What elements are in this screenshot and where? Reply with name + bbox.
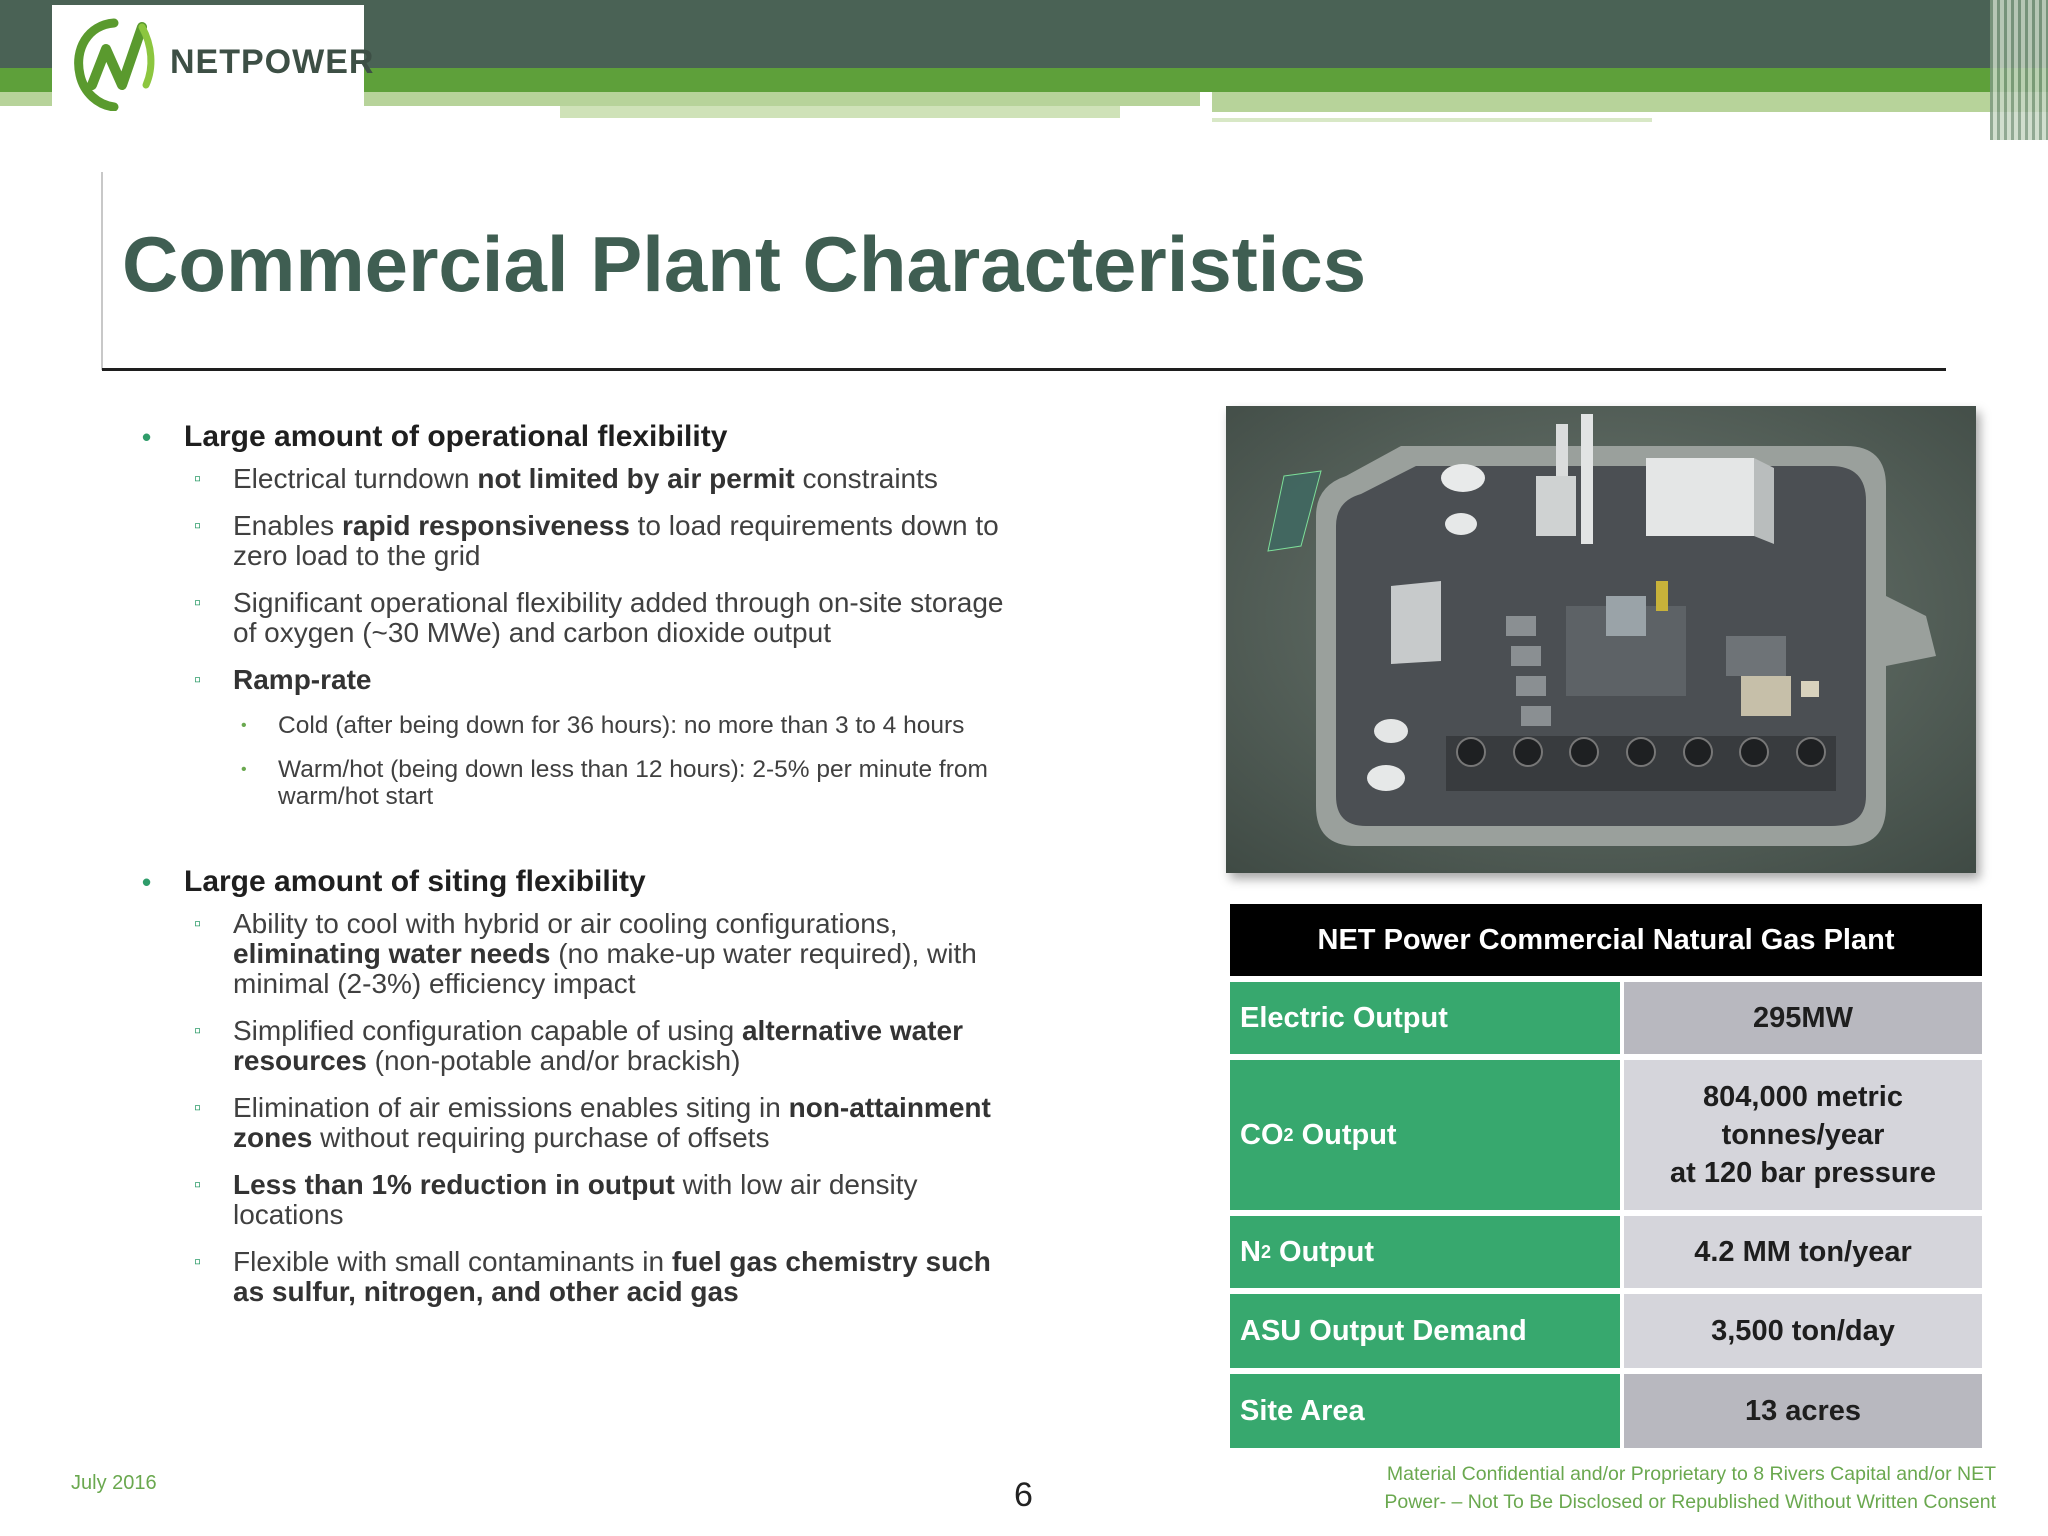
item-bold-text: eliminating water needs (233, 938, 551, 969)
logo-wordmark: NETPOWER (170, 43, 375, 81)
netpower-swoosh-icon (68, 15, 160, 111)
item-bold-text: rapid responsiveness (341, 510, 630, 541)
row-label: Electric Output (1230, 982, 1620, 1054)
table-row (1230, 1060, 1982, 1210)
label-text: Output (1270, 1235, 1375, 1268)
item-bold-text: Ramp-rate (233, 664, 372, 695)
bullet-heading-siting (140, 863, 1020, 901)
label-text: N (1240, 1235, 1261, 1268)
item-text: Simplified configuration capable of using (233, 1015, 742, 1046)
row-label: ASU Output Demand (1230, 1294, 1620, 1368)
row-label: Site Area (1230, 1374, 1620, 1448)
square-bullet-icon: ▫ (194, 913, 202, 935)
table-header: NET Power Commercial Natural Gas Plant (1230, 904, 1982, 976)
bullet-content (140, 418, 1020, 1324)
confidentiality-line: Power- – Not To Be Disclosed or Republished Without Written Consent (1384, 1491, 1996, 1513)
sub-item-text: Cold (after being down for 36 hours): no more than 3 to 4 hours (278, 712, 965, 739)
label-subscript: 2 (1283, 1124, 1294, 1145)
header-stripes-decoration (1990, 0, 2048, 140)
bullet-dot-icon: • (142, 422, 152, 452)
sub-item-text: Warm/hot (being down less than 12 hours): 2-5% per minute from warm/hot start (278, 756, 988, 810)
small-bullet-icon: • (241, 717, 247, 734)
row-value: 3,500 ton/day (1624, 1294, 1982, 1368)
plant-rendering-image (1226, 406, 1976, 873)
list-item (140, 511, 1020, 571)
value-line: at 120 bar pressure (1670, 1157, 1936, 1189)
item-text: to load requirements down to zero load to the grid (233, 510, 999, 571)
small-bullet-icon: • (241, 761, 247, 778)
header-stripe-white (1212, 112, 1902, 118)
square-bullet-icon: ▫ (194, 1020, 202, 1042)
item-bold-text: Less than 1% reduction in output (233, 1169, 675, 1200)
item-text: Electrical turndown (233, 463, 478, 494)
sub-list-item (140, 756, 1020, 810)
square-bullet-icon: ▫ (194, 669, 202, 691)
square-bullet-icon: ▫ (194, 468, 202, 490)
header-stripe-light (1212, 92, 2048, 112)
item-text: Significant operational flexibility added through on-site storage of oxygen (~30 MWe) and carbon dioxide output (233, 587, 1004, 648)
list-item (140, 588, 1020, 648)
item-text: (no make-up water required), with minimal (2-3%) efficiency impact (233, 938, 977, 999)
footer-date: July 2016 (71, 1472, 157, 1494)
sub-list-item (140, 712, 1020, 739)
value-line: tonnes/year (1721, 1119, 1885, 1151)
table-row (1230, 982, 1982, 1054)
label-text: Output (1293, 1118, 1397, 1151)
item-text: with low air density locations (233, 1169, 918, 1230)
square-bullet-icon: ▫ (194, 1097, 202, 1119)
list-item (140, 1247, 1020, 1307)
row-label (1230, 1060, 1620, 1210)
item-text: Flexible with small contaminants in (233, 1246, 672, 1277)
row-value (1624, 1060, 1982, 1210)
bullet-heading-operational (140, 418, 1020, 456)
title-divider (102, 368, 1946, 371)
row-label (1230, 1216, 1620, 1288)
page-title: Commercial Plant Characteristics (122, 220, 1367, 308)
row-value: 13 acres (1624, 1374, 1982, 1448)
confidentiality-line: Material Confidential and/or Proprietary to 8 Rivers Capital and/or NET (1386, 1463, 1996, 1485)
square-bullet-icon: ▫ (194, 515, 202, 537)
plant-spec-table (1230, 904, 1982, 1448)
list-item (140, 1093, 1020, 1153)
square-bullet-icon: ▫ (194, 1174, 202, 1196)
title-accent-line (101, 172, 103, 370)
item-bold-text: alternative water resources (233, 1015, 963, 1076)
page-number: 6 (1014, 1476, 1033, 1514)
table-row (1230, 1216, 1982, 1288)
confidentiality-notice (1276, 1460, 1996, 1516)
bullet-heading-text: Large amount of siting flexibility (184, 865, 646, 898)
bullet-heading-text: Large amount of operational flexibility (184, 420, 728, 453)
table-row (1230, 1374, 1982, 1448)
label-text: CO (1240, 1118, 1284, 1151)
header-stripe-light (560, 106, 1120, 118)
list-item (140, 1016, 1020, 1076)
item-bold-text: fuel gas chemistry such as sulfur, nitrogen, and other acid gas (233, 1246, 991, 1307)
list-item (140, 1170, 1020, 1230)
company-logo (52, 5, 375, 122)
label-subscript: 2 (1260, 1241, 1271, 1262)
row-value: 4.2 MM ton/year (1624, 1216, 1982, 1288)
value-line: 804,000 metric (1703, 1081, 1903, 1113)
item-text: constraints (794, 463, 938, 494)
table-row (1230, 1294, 1982, 1368)
list-item (140, 665, 1020, 695)
list-item (140, 464, 1020, 494)
row-value: 295MW (1624, 982, 1982, 1054)
item-text: without requiring purchase of offsets (312, 1122, 770, 1153)
item-text: Ability to cool with hybrid or air cooling configurations, (233, 908, 898, 939)
list-item (140, 909, 1020, 999)
square-bullet-icon: ▫ (194, 592, 202, 614)
item-text: (non-potable and/or brackish) (366, 1045, 741, 1076)
bullet-dot-icon: • (142, 867, 152, 897)
square-bullet-icon: ▫ (194, 1251, 202, 1273)
item-bold-text: non-attainment zones (233, 1092, 991, 1153)
item-text: Elimination of air emissions enables siting in (233, 1092, 789, 1123)
item-text: Enables (233, 510, 342, 541)
item-bold-text: not limited by air permit (477, 463, 795, 494)
